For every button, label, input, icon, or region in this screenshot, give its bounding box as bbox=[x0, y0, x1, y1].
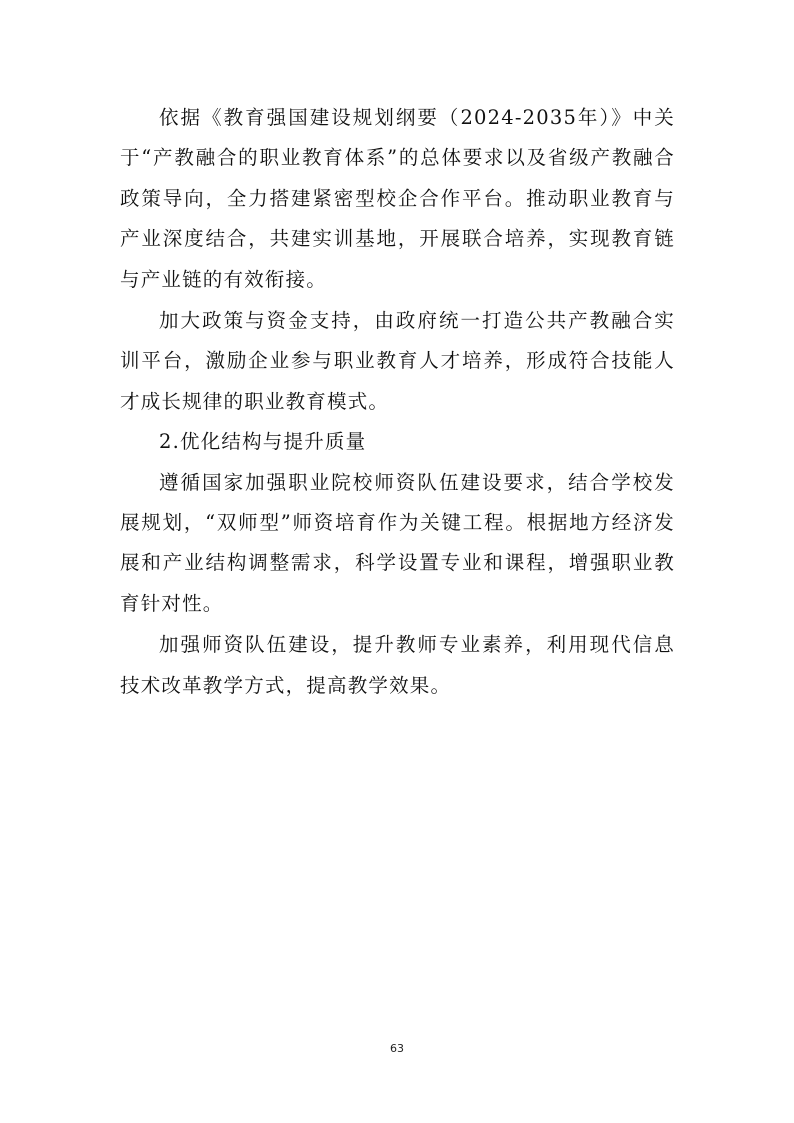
page-body bbox=[120, 98, 675, 706]
paragraph-teacher-development: 加强师资队伍建设，提升教师专业素养，利用现代信息技术改革教学方式，提高教学效果。 bbox=[120, 633, 675, 697]
paragraph-industry-education-integration: 依据《教育强国建设规划纲要（2024-2035年）》中关于“产教融合的职业教育体系”的总体要求以及省级产教融合政策导向，全力搭建紧密型校企合作平台。推动职业教育与产业深度结合，共建实训基地，开展联合培养，实现教育链与产业链的有效衔接。 bbox=[120, 106, 675, 291]
paragraph-policy-funding-support: 加大政策与资金支持，由政府统一打造公共产教融合实训平台，激励企业参与职业教育人才培养，形成符合技能人才成长规律的职业教育模式。 bbox=[120, 309, 675, 413]
section-heading: 2.优化结构与提升质量 bbox=[159, 430, 367, 454]
paragraph-teacher-team-requirements: 遵循国家加强职业院校师资队伍建设要求，结合学校发展规划，“双师型”师资培育作为关键工程。根据地方经济发展和产业结构调整需求，科学设置专业和课程，增强职业教育针对性。 bbox=[120, 470, 675, 615]
page-number: 63 bbox=[390, 1042, 404, 1055]
